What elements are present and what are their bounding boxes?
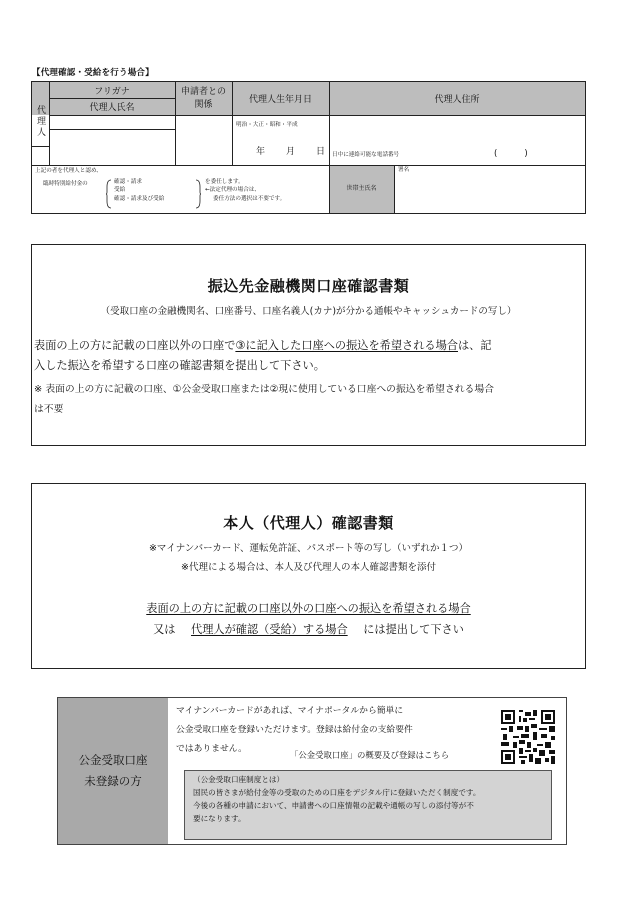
proxy-section-title: 【代理確認・受給を行う場合】 [32,68,154,78]
info-line1: 国民の皆さまが給付金等の受取のための口座をデジタル庁に登録いただく制度です。 [193,787,481,797]
delegate-prefix: 臨時特別給付金の [43,181,88,187]
option-confirm-request[interactable]: 確認・請求 [114,179,142,185]
bank-box-note2: は不要 [34,404,64,415]
birth-year-label: 年 [256,147,266,157]
public-account-text1: マイナンバーカードがあれば、マイナポータルから簡単に [176,706,404,716]
identity-document-box [31,483,586,669]
phone-label: 日中に連絡可能な電話番号 [332,152,400,158]
info-line2: 今後の各種の申請において、申請書への口座情報の記載や通帳の写しの添付等が不 [193,800,474,810]
qr-code-icon[interactable] [501,710,555,764]
bank-box-subtitle: （受取口座の金融機関名、口座番号、口座名義人(カナ)が分かる通帳やキャッシュカードの写し） [100,306,517,317]
era-options[interactable]: 明治・大正・昭和・平成 [236,122,298,128]
birth-month-label: 月 [286,147,296,157]
public-account-text2: 公金受取口座を登録いただけます。登録は給付金の支給要件 [176,725,413,735]
public-account-label-line1: 公金受取口座 [78,753,148,768]
furigana-input[interactable] [49,115,175,129]
signature-field[interactable] [395,175,583,213]
public-account-text3: ではありません。 [176,744,247,754]
public-account-label [58,698,168,844]
public-account-info-box [184,770,552,840]
public-account-label-line2: 未登録の方 [84,774,142,788]
public-account-link[interactable]: 「公金受取口座」の概要及び登録はこちら [290,750,450,760]
relation-header [175,82,232,115]
relation-header-label: 申請者との関係 [180,87,226,110]
legal-proxy-line2: 委任方法の選択は不要です。 [213,196,286,202]
entrust-text: を委任します。 [205,179,244,185]
bank-box-line1 [34,337,586,355]
address-header: 代理人住所 [329,82,585,115]
bank-box-line2: 入した振込を希望する口座の確認書類を提出して下さい。 [34,359,325,372]
left-brace-icon [106,179,112,209]
bank-box-note1: ※ 表面の上の方に記載の口座、①公金受取口座または②現に使用している口座への振込を希望される場合 [34,384,494,395]
id-box-line2 [32,621,585,637]
id-box-sub1: ※マイナンバーカード、運転免許証、パスポート等の写し（いずれか１つ） [148,543,469,554]
proxy-name-input[interactable] [49,129,175,165]
bank-line1-part-c: は、記 [457,339,492,352]
birth-header: 代理人生年月日 [232,82,329,115]
bank-line1-underlined: ③に記入した口座への振込を希望される場合 [235,339,458,352]
signature-label: 署名 [398,167,410,173]
birth-day-label: 日 [316,147,326,157]
id-line2-prefix: 又は [153,623,176,636]
id-box-title: 本人（代理人）確認書類 [223,514,394,532]
proxy-side-label [32,96,49,146]
proxy-side-label-text: 代理人 [35,104,45,138]
phone-input[interactable]: ( ) [494,149,528,159]
householder-label: 世帯主氏名 [329,165,394,213]
relation-input[interactable] [175,115,232,165]
right-brace-icon [195,179,201,209]
option-receive[interactable]: 受給 [114,187,126,193]
bank-box-title: 振込先金融機関口座確認書類 [207,277,410,295]
id-line2-suffix: には提出して下さい [363,623,464,636]
delegate-line1: 上記の者を代理人と認め、 [35,168,102,174]
id-line2-underlined: 代理人が確認（受給）する場合 [191,623,348,636]
proxy-name-header: 代理人氏名 [49,98,175,115]
public-account-box [57,697,567,845]
furigana-header: フリガナ [49,82,175,98]
option-both[interactable]: 確認・請求及び受給 [114,196,165,202]
bank-line1-part-a: 表面の上の方に記載の口座以外の口座で [34,339,236,352]
bank-document-box [31,244,586,446]
legal-proxy-line1: ←法定代理の場合は、 [205,187,261,193]
id-box-sub2: ※代理による場合は、本人及び代理人の本人確認書類を添付 [181,562,436,573]
info-line3: 要になります。 [193,813,246,823]
info-title: （公金受取口座制度とは） [193,775,285,784]
id-line1-underlined: 表面の上の方に記載の口座以外の口座への振込を希望される場合 [146,602,471,615]
proxy-table [31,81,586,214]
id-box-line1 [32,600,585,616]
